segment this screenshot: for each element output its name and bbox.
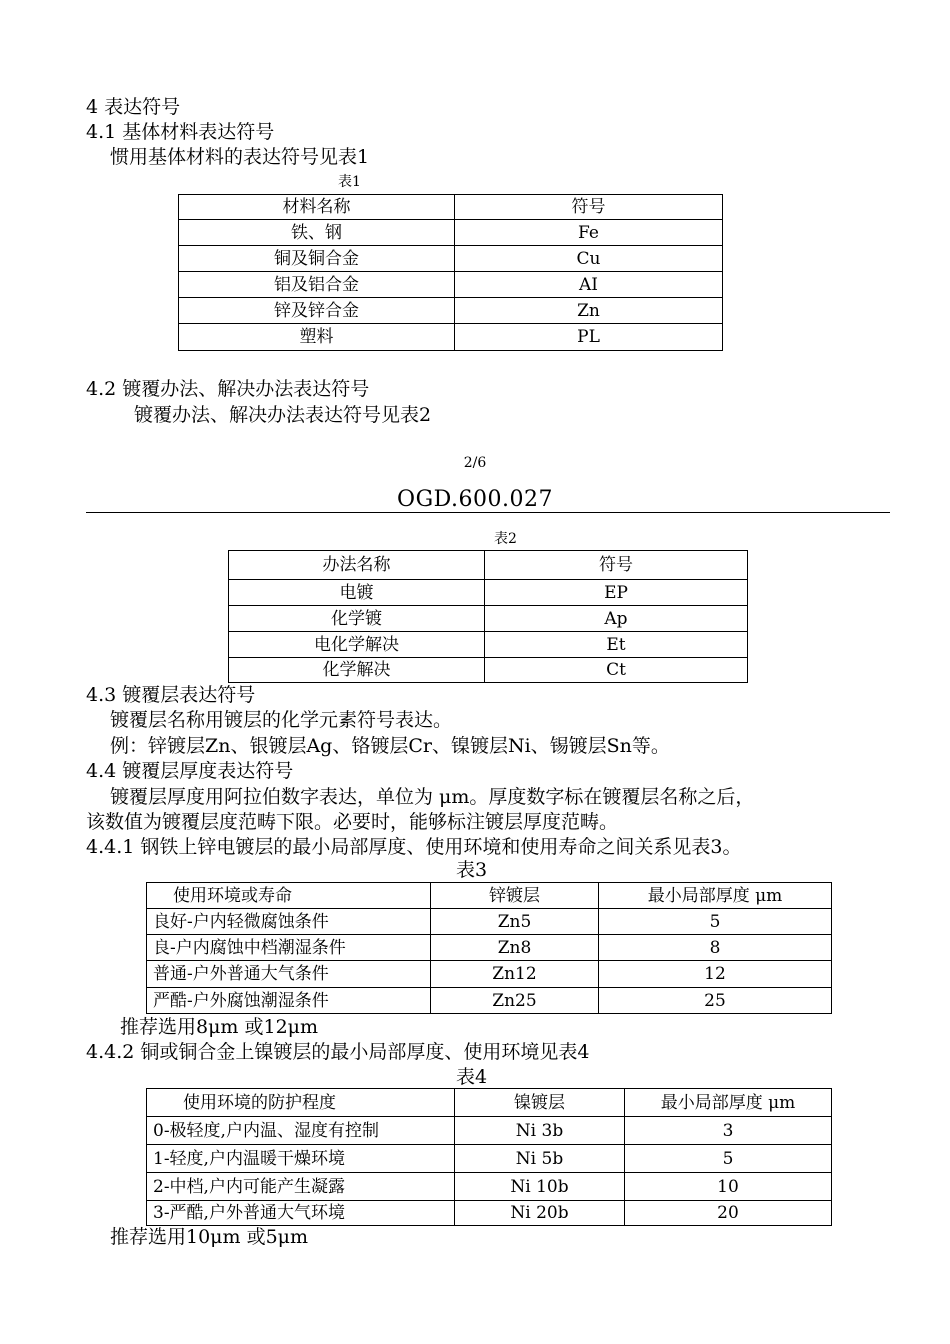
table-row <box>179 324 723 351</box>
table-row <box>229 580 748 606</box>
header-rule <box>86 512 890 513</box>
table-4-caption: 表4 <box>456 1066 488 1088</box>
table-cell: 铜及铜合金 <box>179 246 455 272</box>
table-2-header-row <box>229 551 748 580</box>
table-row <box>179 272 723 298</box>
table-2-caption: 表2 <box>494 531 517 547</box>
table-row <box>229 632 748 658</box>
table-cell: PL <box>455 324 723 351</box>
page-number: 2/6 <box>463 455 487 471</box>
section-4-4-2-heading: 4.4.2 铜或铜合金上镍镀层的最小局部厚度、使用环境见表4 <box>86 1041 590 1063</box>
table-4-header-cell: 使用环境的防护程度 <box>147 1089 455 1117</box>
table-cell: 塑料 <box>179 324 455 351</box>
table-cell: 普通-户外普通大气条件 <box>147 961 431 988</box>
document-number: OGD.600.027 <box>397 487 553 512</box>
table-3-header-cell: 锌镀层 <box>431 883 599 909</box>
table-cell: 锌及锌合金 <box>179 298 455 324</box>
section-4-2-heading: 4.2 镀覆办法、解决办法表达符号 <box>86 378 370 400</box>
section-4-1-text: 惯用基体材料的表达符号见表1 <box>110 146 370 168</box>
table-row <box>229 658 748 683</box>
table-cell: 2-中档,户内可能产生凝露 <box>147 1173 455 1201</box>
table-row <box>147 1201 832 1226</box>
table-cell: 良好-户内轻微腐蚀条件 <box>147 909 431 935</box>
table-1-caption: 表1 <box>338 174 361 190</box>
table-cell: Zn5 <box>431 909 599 935</box>
section-4-2-text: 镀覆办法、解决办法表达符号见表2 <box>134 404 432 426</box>
table-1 <box>178 194 723 351</box>
table-cell: 8 <box>599 935 832 961</box>
section-4-1-heading: 4.1 基体材料表达符号 <box>86 121 275 143</box>
table-cell: 5 <box>599 909 832 935</box>
table-row <box>147 935 832 961</box>
table-4-header-cell: 最小局部厚度 μm <box>625 1089 832 1117</box>
section-4-3-text-1: 镀覆层名称用镀层的化学元素符号表达。 <box>110 709 453 731</box>
table-cell: 电化学解决 <box>229 632 485 658</box>
table-cell: 电镀 <box>229 580 485 606</box>
table-cell: 铝及铝合金 <box>179 272 455 298</box>
table-cell: 良-户内腐蚀中档潮湿条件 <box>147 935 431 961</box>
table-cell: 化学镀 <box>229 606 485 632</box>
section-4-3-heading: 4.3 镀覆层表达符号 <box>86 684 256 706</box>
table-4 <box>146 1088 832 1226</box>
table-1-header-cell: 符号 <box>455 195 723 220</box>
table-1-header-cell: 材料名称 <box>179 195 455 220</box>
table-4-header-cell: 镍镀层 <box>455 1089 625 1117</box>
table-4-header-row <box>147 1089 832 1117</box>
table-cell: 化学解决 <box>229 658 485 683</box>
section-4-heading: 4 表达符号 <box>86 96 181 118</box>
table-row <box>147 909 832 935</box>
table-row <box>179 246 723 272</box>
table-4-recommendation: 推荐选用10μm 或5μm <box>110 1226 309 1248</box>
table-3-header-row <box>147 883 832 909</box>
section-4-4-heading: 4.4 镀覆层厚度表达符号 <box>86 760 294 782</box>
table-2 <box>228 550 748 683</box>
table-cell: 12 <box>599 961 832 988</box>
section-4-4-text-1: 镀覆层厚度用阿拉伯数字表达，单位为 μm。厚度数字标在镀覆层名称之后， <box>110 786 755 808</box>
table-cell: Fe <box>455 220 723 246</box>
table-cell: 1-轻度,户内温暖干燥环境 <box>147 1145 455 1173</box>
table-cell: Et <box>485 632 748 658</box>
table-cell: Zn25 <box>431 988 599 1014</box>
table-cell: 10 <box>625 1173 832 1201</box>
table-cell: Zn8 <box>431 935 599 961</box>
table-cell: Ni 5b <box>455 1145 625 1173</box>
table-cell: Ni 3b <box>455 1117 625 1145</box>
table-2-header-cell: 符号 <box>485 551 748 580</box>
table-cell: Ct <box>485 658 748 683</box>
section-4-4-1-heading: 4.4.1 钢铁上锌电镀层的最小局部厚度、使用环境和使用寿命之间关系见表3。 <box>86 836 742 858</box>
table-row <box>147 1173 832 1201</box>
table-row <box>179 220 723 246</box>
table-1-header-row <box>179 195 723 220</box>
table-3-header-cell: 最小局部厚度 μm <box>599 883 832 909</box>
table-row <box>147 1145 832 1173</box>
table-cell: 3 <box>625 1117 832 1145</box>
table-cell: Ni 10b <box>455 1173 625 1201</box>
table-row <box>147 961 832 988</box>
table-cell: 5 <box>625 1145 832 1173</box>
table-cell: 0-极轻度,户内温、湿度有控制 <box>147 1117 455 1145</box>
table-cell: 严酷-户外腐蚀潮湿条件 <box>147 988 431 1014</box>
table-row <box>147 988 832 1014</box>
table-cell: Zn <box>455 298 723 324</box>
table-cell: Cu <box>455 246 723 272</box>
table-cell: 20 <box>625 1201 832 1226</box>
table-row <box>147 1117 832 1145</box>
table-row <box>179 298 723 324</box>
table-cell: Ap <box>485 606 748 632</box>
table-row <box>229 606 748 632</box>
table-cell: 25 <box>599 988 832 1014</box>
table-cell: Zn12 <box>431 961 599 988</box>
table-cell: 铁、钢 <box>179 220 455 246</box>
table-3-caption: 表3 <box>456 859 488 881</box>
table-cell: AI <box>455 272 723 298</box>
table-3 <box>146 882 832 1014</box>
table-3-recommendation: 推荐选用8μm 或12μm <box>120 1016 319 1038</box>
table-3-header-cell: 使用环境或寿命 <box>147 883 431 909</box>
table-cell: Ni 20b <box>455 1201 625 1226</box>
section-4-3-text-2: 例：锌镀层Zn、银镀层Ag、铬镀层Cr、镍镀层Ni、锡镀层Sn等。 <box>110 735 670 757</box>
table-2-header-cell: 办法名称 <box>229 551 485 580</box>
table-cell: EP <box>485 580 748 606</box>
section-4-4-text-2: 该数值为镀覆层度范畴下限。必要时，能够标注镀层厚度范畴。 <box>86 811 619 833</box>
table-cell: 3-严酷,户外普通大气环境 <box>147 1201 455 1226</box>
